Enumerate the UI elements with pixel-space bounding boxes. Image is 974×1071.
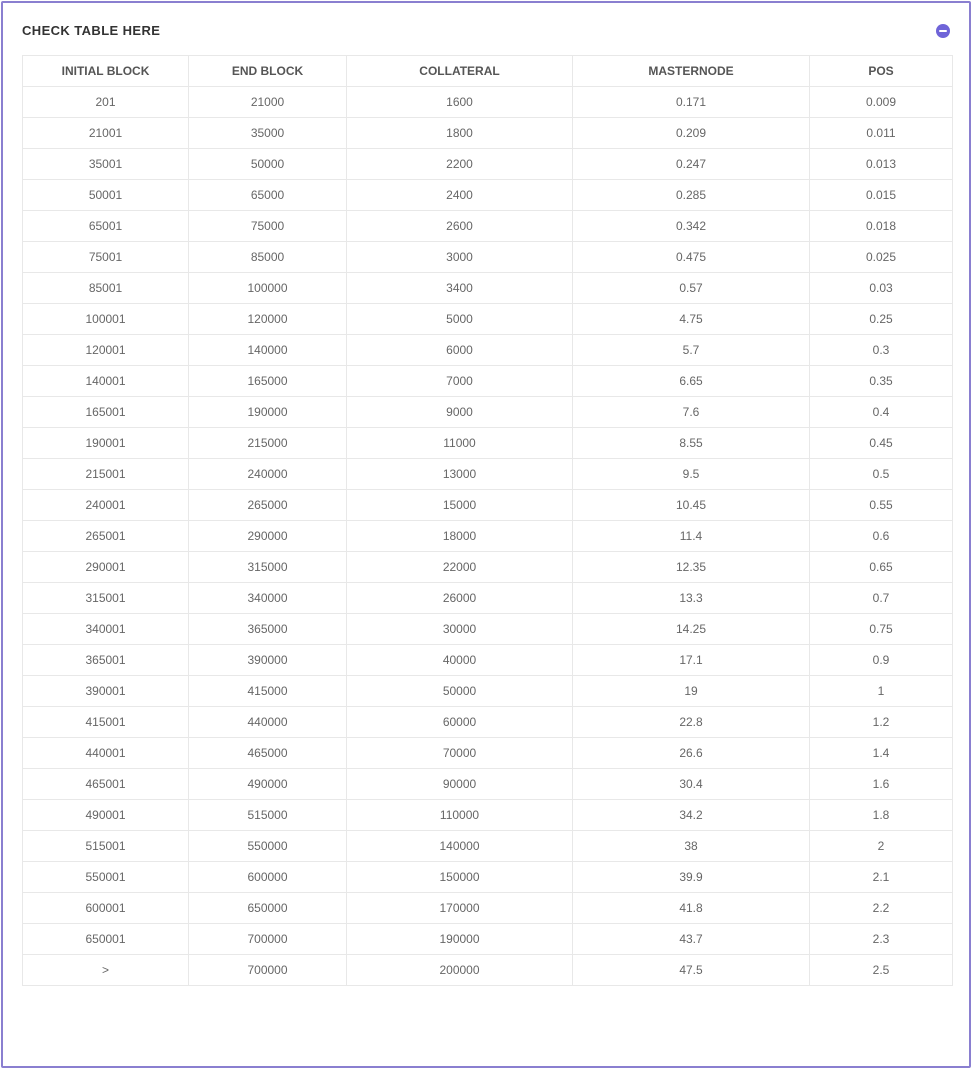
cell-collateral: 22000 (347, 552, 573, 583)
table-row (23, 614, 953, 645)
cell-masternode: 39.9 (573, 862, 810, 893)
cell-collateral: 15000 (347, 490, 573, 521)
cell-masternode: 0.171 (573, 87, 810, 118)
cell-masternode: 13.3 (573, 583, 810, 614)
cell-masternode: 8.55 (573, 428, 810, 459)
cell-collateral: 11000 (347, 428, 573, 459)
cell-end-block: 265000 (189, 490, 347, 521)
check-table-panel (1, 1, 971, 1068)
cell-pos: 1.6 (810, 769, 953, 800)
cell-initial-block: 165001 (23, 397, 189, 428)
table-row (23, 738, 953, 769)
cell-initial-block: 515001 (23, 831, 189, 862)
cell-initial-block: 315001 (23, 583, 189, 614)
cell-initial-block: 265001 (23, 521, 189, 552)
cell-masternode: 10.45 (573, 490, 810, 521)
cell-initial-block: 465001 (23, 769, 189, 800)
cell-collateral: 3400 (347, 273, 573, 304)
cell-masternode: 5.7 (573, 335, 810, 366)
cell-masternode: 0.209 (573, 118, 810, 149)
cell-masternode: 22.8 (573, 707, 810, 738)
cell-masternode: 30.4 (573, 769, 810, 800)
table-row (23, 800, 953, 831)
cell-pos: 0.013 (810, 149, 953, 180)
cell-collateral: 3000 (347, 242, 573, 273)
cell-initial-block: 75001 (23, 242, 189, 273)
cell-end-block: 340000 (189, 583, 347, 614)
cell-initial-block: 190001 (23, 428, 189, 459)
cell-end-block: 390000 (189, 645, 347, 676)
cell-pos: 0.55 (810, 490, 953, 521)
table-row (23, 118, 953, 149)
cell-masternode: 17.1 (573, 645, 810, 676)
table-row (23, 304, 953, 335)
table-row (23, 490, 953, 521)
cell-masternode: 26.6 (573, 738, 810, 769)
table-row (23, 831, 953, 862)
cell-pos: 0.025 (810, 242, 953, 273)
cell-pos: 1 (810, 676, 953, 707)
cell-end-block: 85000 (189, 242, 347, 273)
cell-end-block: 100000 (189, 273, 347, 304)
cell-pos: 0.5 (810, 459, 953, 490)
cell-collateral: 2600 (347, 211, 573, 242)
cell-end-block: 415000 (189, 676, 347, 707)
cell-end-block: 515000 (189, 800, 347, 831)
cell-initial-block: 35001 (23, 149, 189, 180)
cell-collateral: 7000 (347, 366, 573, 397)
cell-end-block: 440000 (189, 707, 347, 738)
cell-end-block: 240000 (189, 459, 347, 490)
cell-collateral: 140000 (347, 831, 573, 862)
cell-initial-block: 415001 (23, 707, 189, 738)
table-row (23, 149, 953, 180)
cell-masternode: 9.5 (573, 459, 810, 490)
cell-end-block: 600000 (189, 862, 347, 893)
table-row (23, 893, 953, 924)
cell-masternode: 19 (573, 676, 810, 707)
table-row (23, 459, 953, 490)
cell-end-block: 315000 (189, 552, 347, 583)
reward-table-container (22, 55, 952, 986)
cell-pos: 0.009 (810, 87, 953, 118)
cell-masternode: 0.285 (573, 180, 810, 211)
cell-initial-block: 21001 (23, 118, 189, 149)
table-row (23, 335, 953, 366)
cell-masternode: 0.342 (573, 211, 810, 242)
table-row (23, 180, 953, 211)
cell-initial-block: 365001 (23, 645, 189, 676)
cell-end-block: 50000 (189, 149, 347, 180)
cell-end-block: 700000 (189, 955, 347, 986)
header-pos: POS (810, 56, 953, 87)
header-end-block: END BLOCK (189, 56, 347, 87)
table-row (23, 769, 953, 800)
cell-pos: 0.65 (810, 552, 953, 583)
cell-collateral: 60000 (347, 707, 573, 738)
cell-end-block: 65000 (189, 180, 347, 211)
cell-collateral: 13000 (347, 459, 573, 490)
table-row (23, 242, 953, 273)
cell-collateral: 70000 (347, 738, 573, 769)
cell-masternode: 0.475 (573, 242, 810, 273)
cell-initial-block: 201 (23, 87, 189, 118)
cell-masternode: 43.7 (573, 924, 810, 955)
cell-pos: 0.35 (810, 366, 953, 397)
cell-end-block: 465000 (189, 738, 347, 769)
cell-end-block: 165000 (189, 366, 347, 397)
cell-pos: 2.1 (810, 862, 953, 893)
cell-initial-block: 390001 (23, 676, 189, 707)
cell-pos: 0.45 (810, 428, 953, 459)
cell-collateral: 1600 (347, 87, 573, 118)
cell-pos: 0.018 (810, 211, 953, 242)
cell-collateral: 1800 (347, 118, 573, 149)
table-row (23, 645, 953, 676)
cell-pos: 2.3 (810, 924, 953, 955)
cell-collateral: 5000 (347, 304, 573, 335)
cell-pos: 0.011 (810, 118, 953, 149)
table-row (23, 397, 953, 428)
table-row (23, 211, 953, 242)
header-initial-block: INITIAL BLOCK (23, 56, 189, 87)
cell-end-block: 650000 (189, 893, 347, 924)
cell-masternode: 6.65 (573, 366, 810, 397)
cell-masternode: 4.75 (573, 304, 810, 335)
cell-pos: 1.2 (810, 707, 953, 738)
cell-initial-block: 240001 (23, 490, 189, 521)
cell-initial-block: 290001 (23, 552, 189, 583)
table-row (23, 862, 953, 893)
table-row (23, 707, 953, 738)
table-row (23, 552, 953, 583)
cell-masternode: 47.5 (573, 955, 810, 986)
cell-initial-block: 65001 (23, 211, 189, 242)
panel-title: CHECK TABLE HERE (22, 23, 161, 38)
cell-end-block: 290000 (189, 521, 347, 552)
cell-pos: 1.4 (810, 738, 953, 769)
cell-pos: 1.8 (810, 800, 953, 831)
cell-collateral: 150000 (347, 862, 573, 893)
cell-pos: 0.015 (810, 180, 953, 211)
cell-pos: 0.75 (810, 614, 953, 645)
cell-masternode: 7.6 (573, 397, 810, 428)
cell-end-block: 140000 (189, 335, 347, 366)
panel-header (22, 21, 950, 43)
table-row (23, 428, 953, 459)
minus-icon (939, 30, 947, 32)
cell-pos: 2.5 (810, 955, 953, 986)
cell-collateral: 40000 (347, 645, 573, 676)
cell-collateral: 30000 (347, 614, 573, 645)
table-row (23, 676, 953, 707)
cell-end-block: 75000 (189, 211, 347, 242)
cell-pos: 0.9 (810, 645, 953, 676)
cell-pos: 0.7 (810, 583, 953, 614)
cell-masternode: 38 (573, 831, 810, 862)
cell-collateral: 90000 (347, 769, 573, 800)
cell-pos: 2 (810, 831, 953, 862)
cell-initial-block: 440001 (23, 738, 189, 769)
table-row (23, 273, 953, 304)
cell-collateral: 170000 (347, 893, 573, 924)
cell-initial-block: 215001 (23, 459, 189, 490)
header-masternode: MASTERNODE (573, 56, 810, 87)
table-row (23, 87, 953, 118)
cell-pos: 0.25 (810, 304, 953, 335)
cell-pos: 0.03 (810, 273, 953, 304)
cell-pos: 0.3 (810, 335, 953, 366)
cell-masternode: 0.247 (573, 149, 810, 180)
cell-end-block: 215000 (189, 428, 347, 459)
cell-collateral: 50000 (347, 676, 573, 707)
cell-initial-block: 340001 (23, 614, 189, 645)
cell-collateral: 190000 (347, 924, 573, 955)
cell-end-block: 490000 (189, 769, 347, 800)
cell-masternode: 0.57 (573, 273, 810, 304)
cell-initial-block: 550001 (23, 862, 189, 893)
cell-end-block: 35000 (189, 118, 347, 149)
table-row (23, 955, 953, 986)
cell-initial-block: 600001 (23, 893, 189, 924)
cell-masternode: 34.2 (573, 800, 810, 831)
cell-collateral: 9000 (347, 397, 573, 428)
cell-initial-block: > (23, 955, 189, 986)
table-row (23, 924, 953, 955)
cell-initial-block: 50001 (23, 180, 189, 211)
header-collateral: COLLATERAL (347, 56, 573, 87)
reward-table (22, 55, 953, 986)
cell-initial-block: 85001 (23, 273, 189, 304)
table-row (23, 366, 953, 397)
table-row (23, 521, 953, 552)
cell-masternode: 41.8 (573, 893, 810, 924)
cell-collateral: 18000 (347, 521, 573, 552)
cell-masternode: 11.4 (573, 521, 810, 552)
minus-circle-icon[interactable] (936, 24, 950, 38)
cell-end-block: 365000 (189, 614, 347, 645)
cell-masternode: 14.25 (573, 614, 810, 645)
cell-end-block: 550000 (189, 831, 347, 862)
cell-initial-block: 490001 (23, 800, 189, 831)
table-body (23, 87, 953, 986)
cell-initial-block: 650001 (23, 924, 189, 955)
cell-collateral: 26000 (347, 583, 573, 614)
table-row (23, 583, 953, 614)
cell-initial-block: 100001 (23, 304, 189, 335)
cell-collateral: 6000 (347, 335, 573, 366)
cell-end-block: 21000 (189, 87, 347, 118)
cell-collateral: 2200 (347, 149, 573, 180)
cell-initial-block: 120001 (23, 335, 189, 366)
cell-masternode: 12.35 (573, 552, 810, 583)
cell-initial-block: 140001 (23, 366, 189, 397)
cell-collateral: 2400 (347, 180, 573, 211)
cell-pos: 0.4 (810, 397, 953, 428)
cell-end-block: 700000 (189, 924, 347, 955)
cell-pos: 0.6 (810, 521, 953, 552)
cell-collateral: 110000 (347, 800, 573, 831)
cell-collateral: 200000 (347, 955, 573, 986)
cell-end-block: 190000 (189, 397, 347, 428)
cell-end-block: 120000 (189, 304, 347, 335)
table-header-row (23, 56, 953, 87)
cell-pos: 2.2 (810, 893, 953, 924)
